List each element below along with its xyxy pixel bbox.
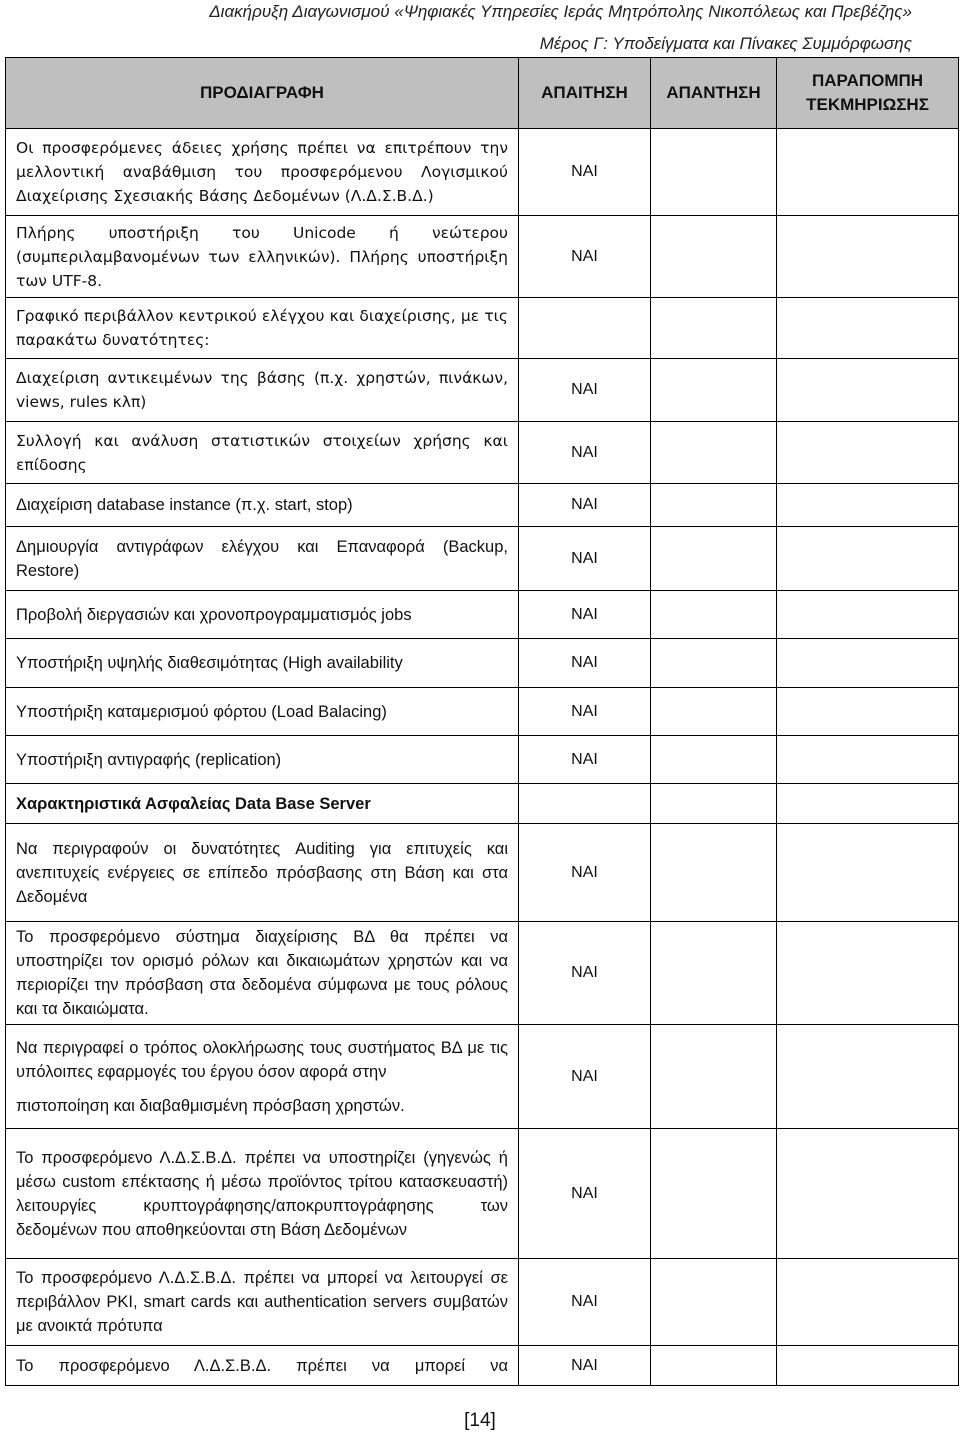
spec-cell: Υποστήριξη καταμερισμού φόρτου (Load Balacing) (6, 688, 519, 736)
table-row (6, 591, 959, 639)
page-number: [14] (464, 1410, 496, 1431)
table-row (6, 129, 959, 216)
reference-cell (777, 1025, 959, 1129)
requirement-cell: ΝΑΙ (519, 1259, 651, 1346)
requirement-cell (519, 298, 651, 359)
answer-cell (651, 298, 777, 359)
answer-cell (651, 639, 777, 688)
requirement-cell: ΝΑΙ (519, 639, 651, 688)
table-header-row (6, 58, 959, 129)
spec-cell: Να περιγραφούν οι δυνατότητες Auditing για επιτυχείς και ανεπιτυχείς ενέργειες σε επίπεδο πρόσβασης στη Βάση και στα Δεδομένα (6, 824, 519, 922)
table-row (6, 824, 959, 922)
table-row (6, 484, 959, 527)
spec-cell: Διαχείριση database instance (π.χ. start, stop) (6, 484, 519, 527)
requirement-cell: ΝΑΙ (519, 736, 651, 784)
spec-cell: Δημιουργία αντιγράφων ελέγχου και Επαναφορά (Backup, Restore) (6, 527, 519, 591)
reference-cell (777, 922, 959, 1025)
table-row (6, 359, 959, 422)
table-row (6, 688, 959, 736)
spec-cell: Το προσφερόμενο Λ.Δ.Σ.Β.Δ. πρέπει να υποστηρίζει (γηγενώς ή μέσω custom επέκτασης ή μέσω προϊόντος τρίτου κατασκευαστή) λειτουργίες κρυπτογράφησης/αποκρυπτογράφησης των δεδομένων που αποθηκεύονται στη Βάση Δεδομένων (6, 1129, 519, 1259)
spec-cell: Υποστήριξη υψηλής διαθεσιμότητας (High availability (6, 639, 519, 688)
answer-cell (651, 129, 777, 216)
answer-cell (651, 688, 777, 736)
spec-cell: Συλλογή και ανάλυση στατιστικών στοιχείων χρήσης και επίδοσης (6, 422, 519, 484)
spec-cell: Διαχείριση αντικειμένων της βάσης (π.χ. χρηστών, πινάκων, views, rules κλπ) (6, 359, 519, 422)
requirement-cell: ΝΑΙ (519, 824, 651, 922)
answer-cell (651, 736, 777, 784)
answer-cell (651, 1129, 777, 1259)
document-section: Μέρος Γ: Υποδείγματα και Πίνακες Συμμόρφωσης (539, 34, 912, 53)
requirement-cell: ΝΑΙ (519, 688, 651, 736)
answer-cell (651, 1259, 777, 1346)
spec-cell: Οι προσφερόμενες άδειες χρήσης πρέπει να επιτρέπουν την μελλοντική αναβάθμιση του προσφερόμενου Λογισμικού Διαχείρισης Σχεσιακής Βάσης Δεδομένων (Λ.Δ.Σ.Β.Δ.) (6, 129, 519, 216)
requirement-cell: ΝΑΙ (519, 1129, 651, 1259)
requirement-cell: ΝΑΙ (519, 359, 651, 422)
column-header-requirement: ΑΠΑΙΤΗΣΗ (519, 58, 651, 129)
table-row (6, 1346, 959, 1386)
answer-cell (651, 784, 777, 824)
requirement-cell: ΝΑΙ (519, 484, 651, 527)
document-title: Διακήρυξη Διαγωνισμού «Ψηφιακές Υπηρεσίες Ιεράς Μητρόπολης Νικοπόλεως και Πρεβέζης» (209, 2, 912, 21)
table-row (6, 216, 959, 298)
spec-cell: Υποστήριξη αντιγραφής (replication) (6, 736, 519, 784)
reference-cell (777, 129, 959, 216)
requirement-cell: ΝΑΙ (519, 1025, 651, 1129)
spec-cell: Το προσφερόμενο Λ.Δ.Σ.Β.Δ. πρέπει να μπορεί να (6, 1346, 519, 1386)
answer-cell (651, 422, 777, 484)
answer-cell (651, 1346, 777, 1386)
table-row (6, 639, 959, 688)
spec-text-continued: πιστοποίηση και διαβαθμισμένη πρόσβαση χρηστών. (16, 1096, 405, 1115)
answer-cell (651, 216, 777, 298)
reference-cell (777, 639, 959, 688)
answer-cell (651, 484, 777, 527)
column-header-spec: ΠΡΟΔΙΑΓΡΑΦΗ (6, 58, 519, 129)
reference-cell (777, 216, 959, 298)
table-row (6, 1129, 959, 1259)
requirement-cell: ΝΑΙ (519, 1346, 651, 1386)
table-row (6, 1025, 959, 1129)
reference-cell (777, 1346, 959, 1386)
reference-cell (777, 527, 959, 591)
column-header-reference: ΠΑΡΑΠΟΜΠΗ ΤΕΚΜΗΡΙΩΣΗΣ (777, 58, 959, 129)
reference-cell (777, 736, 959, 784)
reference-cell (777, 824, 959, 922)
compliance-table (5, 57, 959, 1386)
requirement-cell: ΝΑΙ (519, 216, 651, 298)
table-row (6, 736, 959, 784)
spec-cell: Το προσφερόμενο σύστημα διαχείρισης ΒΔ θα πρέπει να υποστηρίζει τον ορισμό ρόλων και δικαιωμάτων χρηστών και να περιορίζει την πρόσβαση στα δεδομένα σύμφωνα με τους ρόλους και τα δικαιώματα. (6, 922, 519, 1025)
answer-cell (651, 824, 777, 922)
reference-cell (777, 1129, 959, 1259)
answer-cell (651, 591, 777, 639)
spec-cell: Πλήρης υποστήριξη του Unicode ή νεώτερου (συμπεριλαμβανομένων των ελληνικών). Πλήρης υποστήριξη των UTF-8. (6, 216, 519, 298)
requirement-cell: ΝΑΙ (519, 129, 651, 216)
table-section-row (6, 784, 959, 824)
spec-cell (6, 1025, 519, 1129)
answer-cell (651, 1025, 777, 1129)
table-row (6, 1259, 959, 1346)
reference-cell (777, 591, 959, 639)
section-heading: Χαρακτηριστικά Ασφαλείας Data Base Server (6, 784, 519, 824)
answer-cell (651, 922, 777, 1025)
requirement-cell: ΝΑΙ (519, 422, 651, 484)
reference-cell (777, 484, 959, 527)
table-row (6, 527, 959, 591)
requirement-cell: ΝΑΙ (519, 591, 651, 639)
requirement-cell: ΝΑΙ (519, 922, 651, 1025)
reference-cell (777, 784, 959, 824)
spec-cell: Προβολή διεργασιών και χρονοπρογραμματισμός jobs (6, 591, 519, 639)
spec-cell: Το προσφερόμενο Λ.Δ.Σ.Β.Δ. πρέπει να μπορεί να λειτουργεί σε περιβάλλον PKI, smart cards και authentication servers συμβατών με ανοικτά πρότυπα (6, 1259, 519, 1346)
answer-cell (651, 359, 777, 422)
table-row (6, 298, 959, 359)
spec-text: Να περιγραφεί ο τρόπος ολοκλήρωσης τους συστήματος ΒΔ με τις υπόλοιπες εφαρμογές του έργου όσον αφορά στην (16, 1038, 508, 1081)
reference-cell (777, 298, 959, 359)
requirement-cell (519, 784, 651, 824)
table-row (6, 422, 959, 484)
reference-cell (777, 422, 959, 484)
answer-cell (651, 527, 777, 591)
reference-cell (777, 359, 959, 422)
column-header-answer: ΑΠΑΝΤΗΣΗ (651, 58, 777, 129)
table-row (6, 922, 959, 1025)
reference-cell (777, 1259, 959, 1346)
spec-cell: Γραφικό περιβάλλον κεντρικού ελέγχου και διαχείρισης, με τις παρακάτω δυνατότητες: (6, 298, 519, 359)
reference-cell (777, 688, 959, 736)
requirement-cell: ΝΑΙ (519, 527, 651, 591)
